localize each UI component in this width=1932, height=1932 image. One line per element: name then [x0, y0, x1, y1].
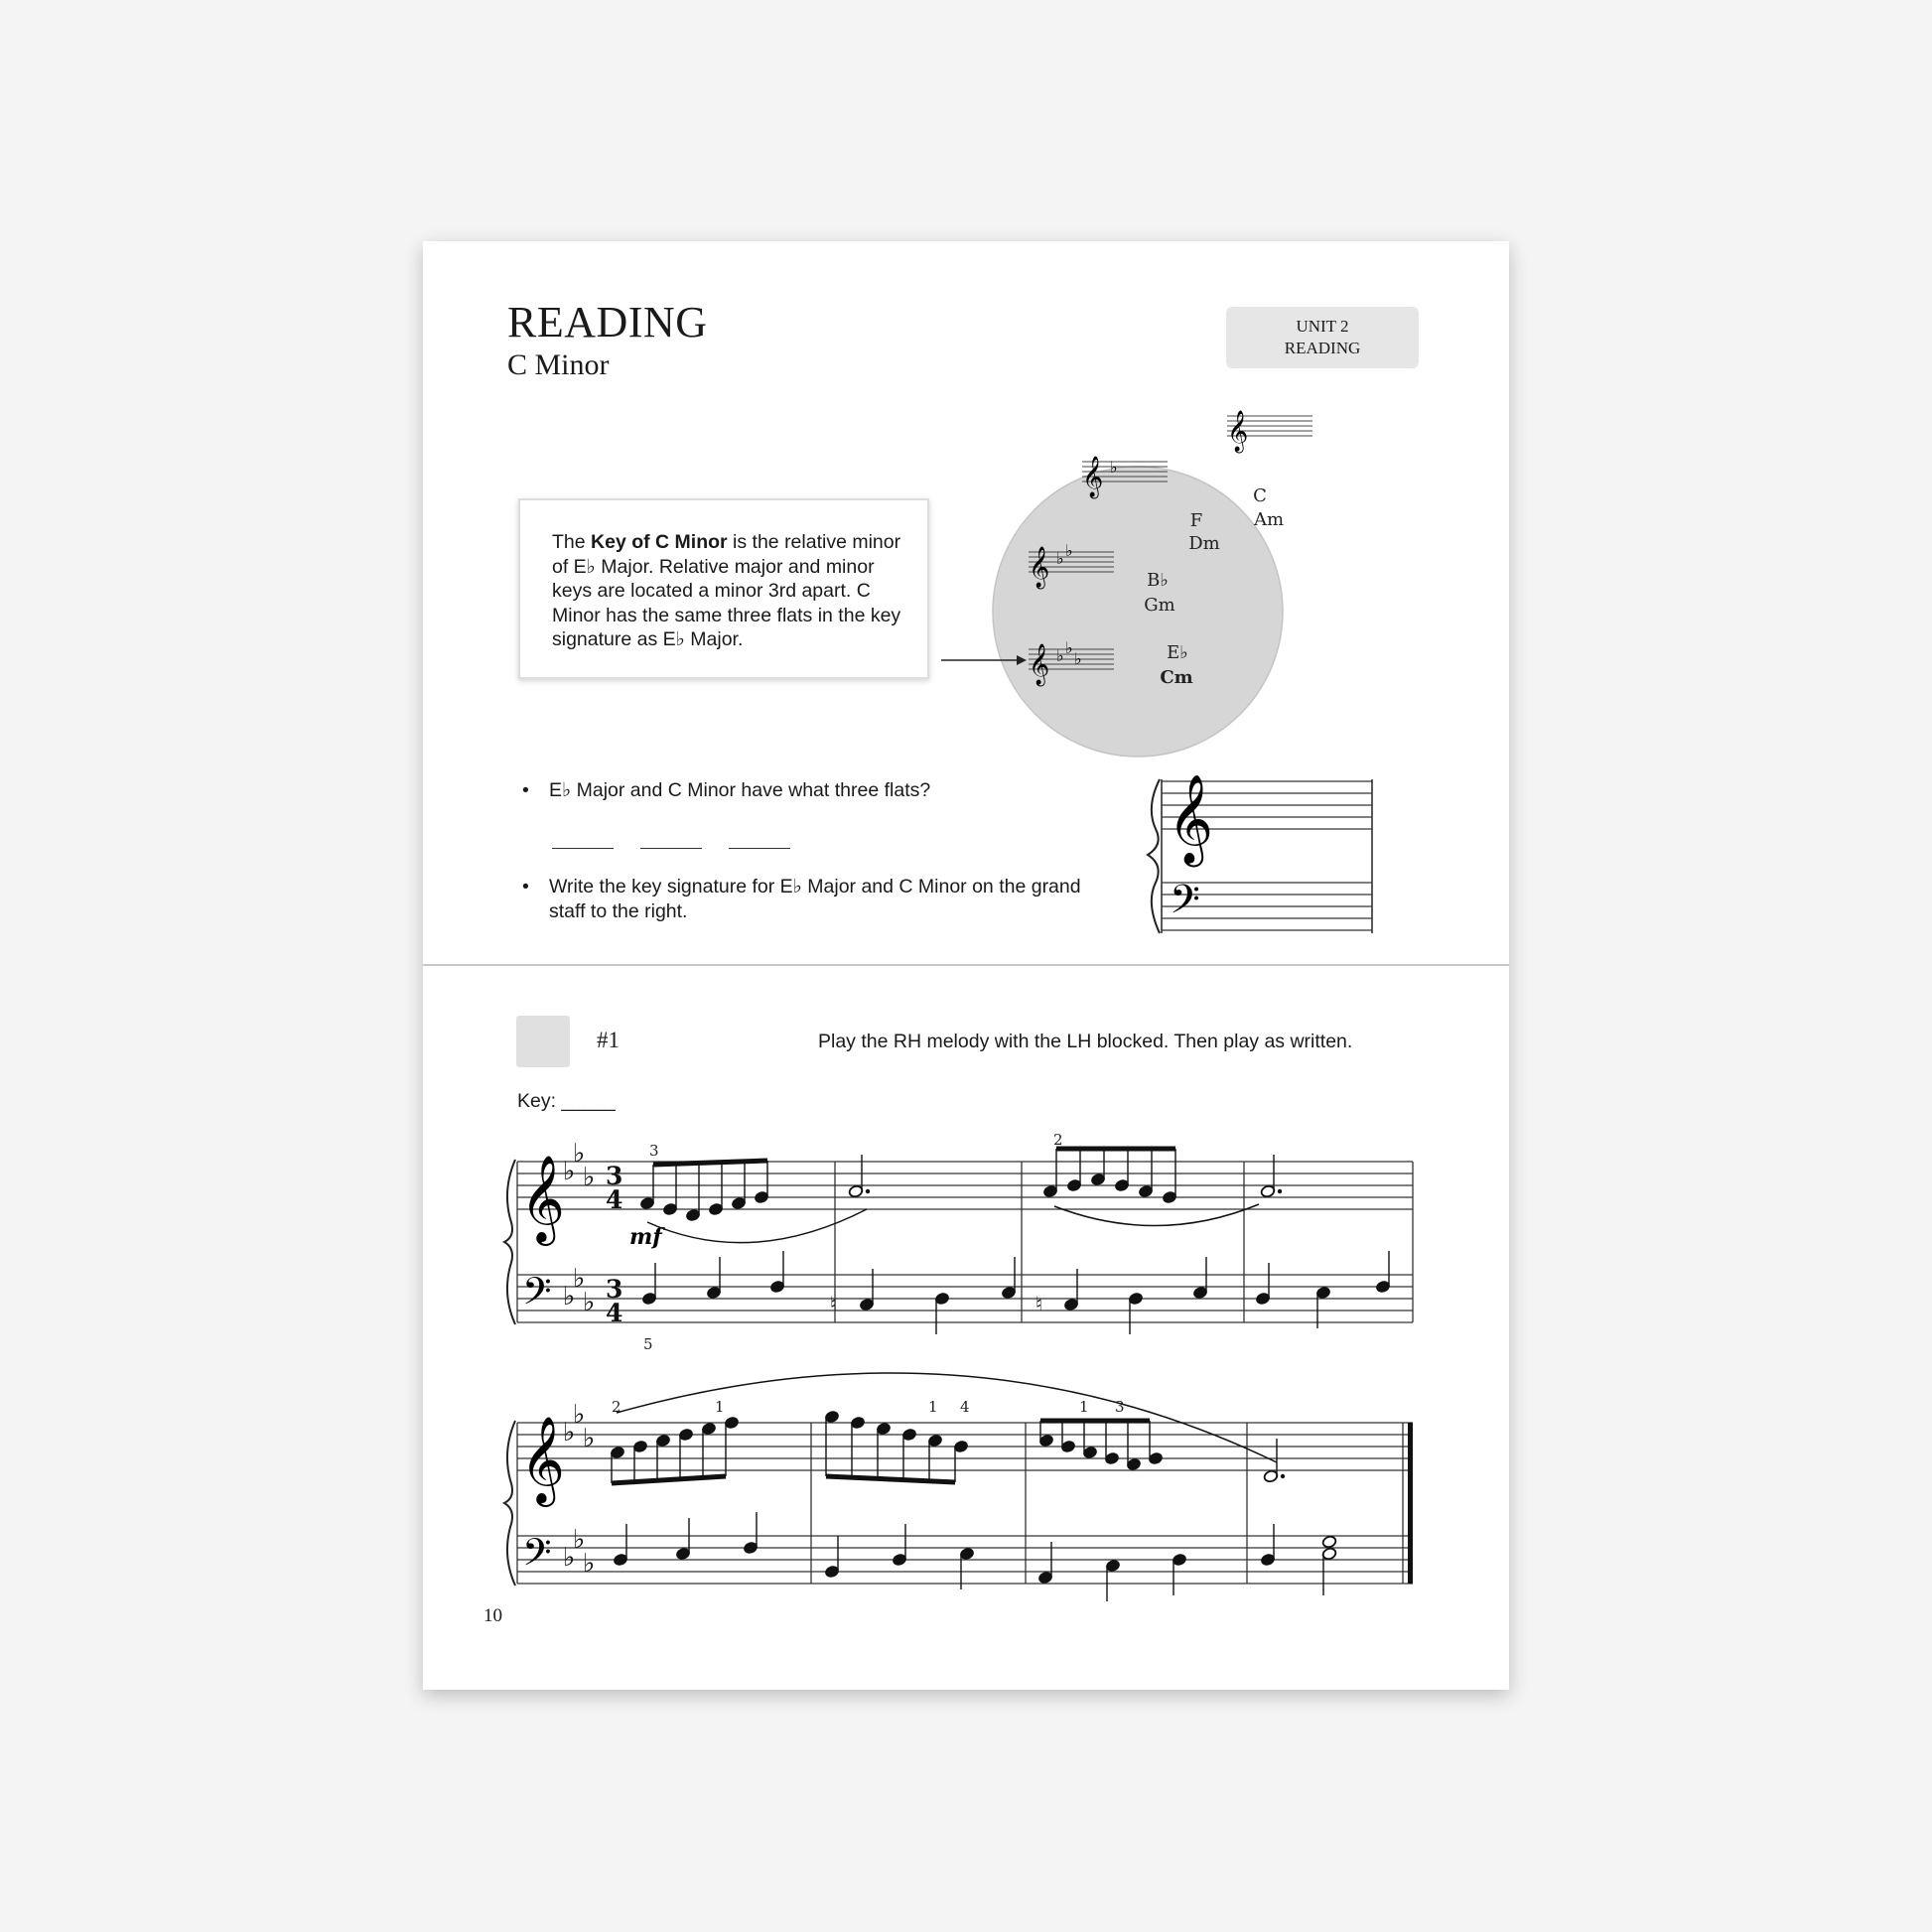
note: [701, 1422, 717, 1477]
page-number: 10: [483, 1605, 502, 1626]
dot: [1281, 1474, 1285, 1478]
mini-treble-clef-icon: 𝄞: [1029, 644, 1050, 685]
treble-clef-icon: 𝄞: [520, 1415, 565, 1503]
flat-icon: ♭: [583, 1424, 596, 1453]
bullet-icon: •: [522, 779, 529, 801]
fingering: 3: [649, 1142, 659, 1160]
note: [927, 1434, 943, 1481]
bass-clef-icon: 𝄢: [1170, 877, 1200, 932]
cof-minor-gm: Gm: [1144, 595, 1175, 616]
workbook-page: [423, 241, 1509, 1690]
time-sig-bottom: 4: [606, 1185, 623, 1214]
note: [675, 1518, 691, 1561]
cof-major-c: C: [1253, 485, 1267, 506]
cof-major-f: F: [1189, 510, 1203, 531]
note: [613, 1524, 628, 1567]
note: [1082, 1421, 1098, 1459]
fingering: 2: [612, 1398, 621, 1416]
exercise-instruction: Play the RH melody with the LH blocked. Then play as written.: [818, 1031, 1353, 1052]
system-2-key-signature: [563, 1400, 595, 1579]
natural-icon: ♮: [830, 1292, 838, 1315]
cof-minor-cm: Cm: [1160, 667, 1193, 688]
flat-icon: ♭: [583, 1549, 596, 1579]
mini-flat-icon: ♭: [1056, 646, 1064, 665]
flat-icon: ♭: [573, 1400, 586, 1430]
mini-flat-icon: ♭: [1056, 549, 1064, 568]
fingering: 1: [715, 1398, 725, 1416]
note: [1060, 1421, 1076, 1453]
cof-minor-dm: Dm: [1188, 533, 1220, 554]
mini-flat-icon: ♭: [1065, 638, 1073, 657]
question-1-text: E♭ Major and C Minor have what three flats?: [549, 779, 931, 801]
mini-treble-clef-icon: 𝄞: [1227, 411, 1249, 452]
info-text: is the relative minor of E♭ Major. Relative major and minor keys are located a minor 3rd apart. C Minor has the same three flats in the key signature as E♭ Major.: [552, 531, 901, 650]
flat-icon: ♭: [563, 1282, 576, 1311]
slur: [617, 1373, 1277, 1462]
bullet-icon: •: [522, 876, 529, 897]
music-system-2: [423, 241, 1509, 1690]
mini-flat-icon: ♭: [1065, 541, 1073, 560]
note: [610, 1446, 625, 1483]
flat-icon: ♭: [573, 1139, 586, 1169]
note: [655, 1434, 671, 1480]
flat-icon: ♭: [563, 1418, 576, 1448]
note: [824, 1410, 840, 1476]
fingering: 4: [960, 1398, 970, 1416]
fingering: 1: [928, 1398, 938, 1416]
time-sig-top: 3: [606, 1275, 623, 1304]
note: [1105, 1559, 1121, 1601]
unit-badge-line1: UNIT 2: [1296, 317, 1349, 336]
note: [953, 1440, 969, 1482]
question-2-text: Write the key signature for E♭ Major and C Minor on the grand staff to the right.: [549, 876, 1081, 922]
system-2-fingerings: [612, 1398, 1125, 1416]
time-sig-top: 3: [606, 1162, 623, 1190]
fingering: 1: [1079, 1398, 1089, 1416]
note: [824, 1536, 840, 1579]
mini-treble-clef-icon: 𝄞: [1082, 457, 1104, 497]
treble-clef-icon: 𝄞: [520, 1154, 565, 1242]
dynamic-marking: mf: [629, 1224, 662, 1250]
exercise-number: #1: [597, 1028, 620, 1052]
page-title: READING: [507, 298, 708, 346]
note: [632, 1440, 648, 1482]
time-sig-bottom: 4: [606, 1299, 623, 1327]
bass-clef-icon: 𝄢: [522, 1269, 552, 1322]
note: [1104, 1421, 1120, 1465]
cof-major-bb: B♭: [1147, 570, 1169, 591]
flat-icon: ♭: [573, 1525, 586, 1555]
unit-badge-line2: READING: [1284, 339, 1361, 357]
system-2-brace: [504, 1421, 515, 1586]
fingering: 3: [1115, 1398, 1125, 1416]
final-barline: [1408, 1423, 1413, 1584]
beam: [612, 1476, 726, 1483]
flat-icon: ♭: [573, 1264, 586, 1294]
cof-minor-am: Am: [1253, 509, 1285, 530]
flat-icon: ♭: [583, 1163, 596, 1192]
fingering: 2: [1053, 1131, 1063, 1149]
note: [1172, 1553, 1187, 1595]
note: [901, 1428, 917, 1480]
flat-icon: ♭: [583, 1288, 596, 1317]
treble-clef-icon: 𝄞: [1168, 774, 1214, 864]
mini-treble-clef-icon: 𝄞: [1029, 547, 1050, 588]
cof-major-eb: E♭: [1167, 642, 1188, 663]
note: [1148, 1421, 1164, 1465]
note: [1260, 1524, 1276, 1567]
fingering: 5: [643, 1335, 653, 1353]
flat-icon: ♭: [563, 1157, 576, 1186]
key-answer-label: Key: _____: [517, 1090, 616, 1112]
flat-icon: ♭: [563, 1543, 576, 1573]
mini-flat-icon: ♭: [1074, 649, 1082, 668]
beam: [826, 1476, 955, 1482]
page-subtitle: C Minor: [507, 348, 610, 381]
natural-icon: ♮: [1035, 1292, 1043, 1315]
note: [743, 1512, 759, 1555]
mini-flat-icon: ♭: [1110, 458, 1118, 477]
note: [678, 1428, 694, 1479]
note: [1321, 1535, 1337, 1549]
bass-clef-icon: 𝄢: [522, 1530, 552, 1584]
note: [892, 1524, 907, 1567]
info-bold-term: Key of C Minor: [591, 531, 728, 553]
info-lead: The: [552, 531, 592, 553]
